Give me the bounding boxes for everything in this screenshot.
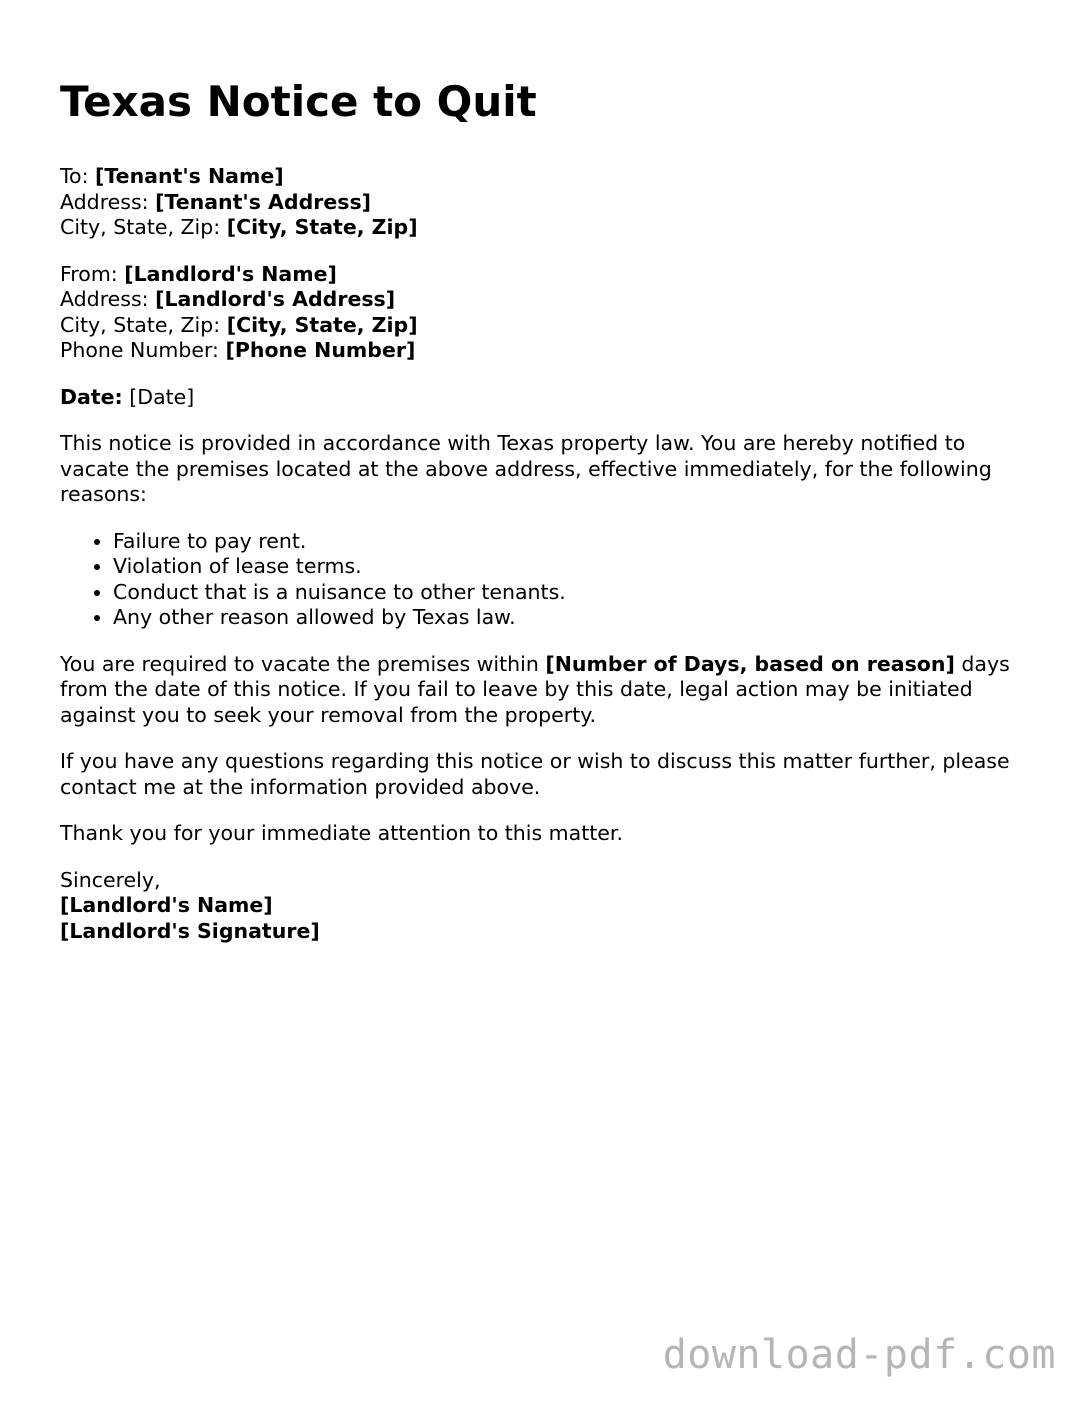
document-title: Texas Notice to Quit xyxy=(60,77,537,126)
list-item: • Failure to pay rent. xyxy=(113,529,1040,555)
document-page xyxy=(60,74,1040,965)
landlord-city: [City, State, Zip] xyxy=(226,312,418,337)
vacate-text-before: You are required to vacate the premises within xyxy=(60,651,539,676)
phone-number: [Phone Number] xyxy=(225,338,416,362)
reasons-list xyxy=(60,529,1040,631)
tenant-name: [Tenant's Name] xyxy=(95,164,284,188)
date-label: Date: xyxy=(60,384,123,409)
intro-paragraph: This notice is provided in accordance with Texas property law. You are hereby notified to vacate the premises located at the above address, effective immediately, for the following reasons: xyxy=(60,431,992,506)
landlord-city-label: City, State, Zip: xyxy=(60,312,221,337)
questions-paragraph: If you have any questions regarding this notice or wish to discuss this matter further, please contact me at the information provided above. xyxy=(60,749,1010,799)
thanks-paragraph: Thank you for your immediate attention to this matter. xyxy=(60,821,623,845)
landlord-address-label: Address: xyxy=(60,287,149,311)
phone-label: Phone Number: xyxy=(60,338,219,362)
sincerely: Sincerely, xyxy=(60,867,161,892)
from-label: From: xyxy=(60,261,118,286)
list-item: • Violation of lease terms. xyxy=(113,554,1040,580)
tenant-address-label: Address: xyxy=(60,189,149,214)
tenant-city: [City, State, Zip] xyxy=(226,215,418,239)
vacate-text-after: days from the date of this notice. If you fail to leave by this date, legal action may be initiated against you to seek your removal from the property. xyxy=(60,651,1010,727)
watermark: download-pdf.com xyxy=(662,1332,1056,1378)
date-value: [Date] xyxy=(129,384,195,409)
closing-block xyxy=(60,868,1040,945)
closing-landlord-name: [Landlord's Name] xyxy=(60,893,273,917)
list-item: • Any other reason allowed by Texas law. xyxy=(113,605,1040,631)
tenant-city-label: City, State, Zip: xyxy=(60,215,221,239)
date-line xyxy=(60,385,1040,411)
recipient-block xyxy=(60,164,1040,241)
closing-landlord-signature: [Landlord's Signature] xyxy=(60,918,320,943)
number-of-days: [Number of Days, based on reason] xyxy=(545,651,955,676)
sender-block xyxy=(60,262,1040,364)
vacate-paragraph xyxy=(60,652,1040,729)
landlord-name: [Landlord's Name] xyxy=(124,261,337,286)
tenant-address: [Tenant's Address] xyxy=(155,189,372,214)
list-item: • Conduct that is a nuisance to other tenants. xyxy=(113,580,1040,606)
landlord-address: [Landlord's Address] xyxy=(155,287,396,311)
to-label: To: xyxy=(60,164,89,188)
